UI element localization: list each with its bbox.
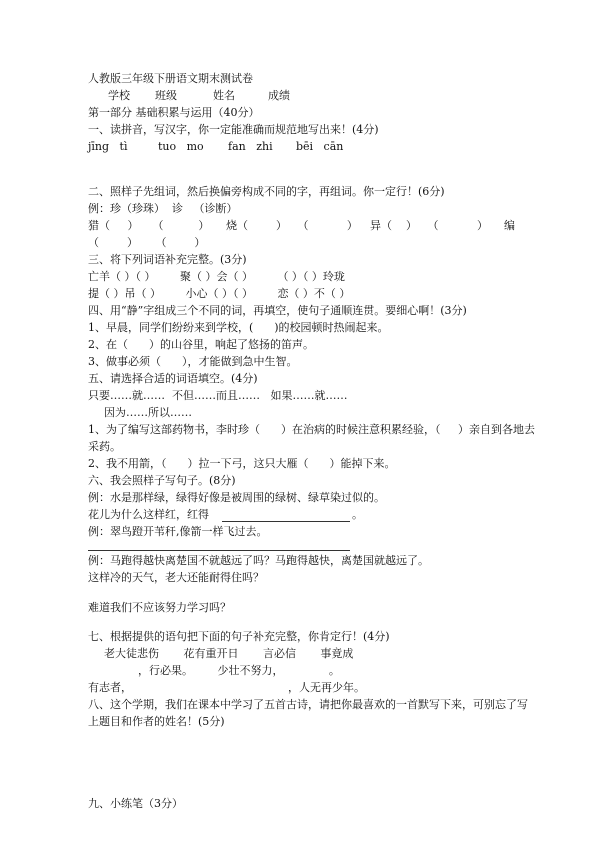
q7-title: 七、根据提供的语句把下面的句子补充完整，你肯定行！(4分) xyxy=(88,630,390,643)
q6-task1-period: 。 xyxy=(352,508,363,521)
q9-title: 九、小练笔（3分） xyxy=(88,797,183,810)
q3-title: 三、将下列词语补充完整。(3分) xyxy=(88,253,247,266)
q6-ex1: 例：水是那样绿，绿得好像是被周围的绿树、绿草染过似的。 xyxy=(88,491,385,504)
q6-task4: 难道我们不应该努力学习吗？ xyxy=(88,601,231,614)
q4-s3: 3、做事必须（ ），才能做到急中生智。 xyxy=(88,355,298,368)
q4-s1: 1、早晨，同学们纷纷来到学校，( )的校园顿时热闹起来。 xyxy=(88,321,389,334)
q3-row2: 提（ ）吊（ ） 小心（ ）（ ） 恋（ ）不（ ） xyxy=(88,287,351,300)
name-label: 姓名 xyxy=(213,89,235,102)
q2-row2: （ ） （ ） xyxy=(88,236,206,249)
q5-s1a: 1、为了编写这部药物书，李时珍（ ）在治病的时候注意积累经验，（ ）亲自到各地去 xyxy=(88,423,535,436)
q6-ex2: 例：翠鸟蹬开苇秆,像箭一样飞过去。 xyxy=(88,525,268,538)
q2-row1-b: 烧（ ） （ ） xyxy=(226,219,358,232)
q1-pinyin-2: tuo mo xyxy=(158,140,204,153)
doc-title: 人教版三年级下册语文期末测试卷 xyxy=(88,72,253,85)
q1-pinyin-3: fan zhi xyxy=(228,140,273,153)
q2-title: 二、照样子先组词，然后换偏旁构成不同的字，再组词。你一定行！(6分) xyxy=(88,185,445,198)
q7-row3a: 有志者， xyxy=(88,681,132,694)
class-label: 班级 xyxy=(155,89,177,102)
q1-pinyin-1: jīng tì xyxy=(88,140,128,153)
part1-heading: 第一部分 基础积累与运用（40分） xyxy=(88,106,260,119)
q6-task2-answer-line[interactable] xyxy=(88,550,350,551)
q5-options1: 只要……就…… 不但……而且…… 如果……就…… xyxy=(88,389,348,402)
q7-row1: 老大徒悲伤 花有重开日 言必信 事竟成 xyxy=(104,647,354,660)
q2-row1-c: 异（ ） （ ） xyxy=(370,219,488,232)
score-label: 成绩 xyxy=(268,89,290,102)
school-label: 学校 xyxy=(108,89,130,102)
q5-options2: 因为……所以…… xyxy=(104,406,192,419)
q2-row1-d: 编 xyxy=(504,219,515,232)
q4-s2: 2、在（ ）的山谷里，响起了悠扬的笛声。 xyxy=(88,338,314,351)
q6-task3: 这样冷的天气，老大还能耐得住吗？ xyxy=(88,571,264,584)
q2-example: 例：珍（珍珠） 诊 （诊断） xyxy=(88,202,238,215)
q5-s2: 2、我不用箭，（ ）拉一下弓，这只大雁（ ）能掉下来。 xyxy=(88,457,396,470)
q6-task1-answer-line[interactable] xyxy=(222,521,350,522)
q6-ex3: 例：马跑得越快离楚国不就越远了吗？马跑得越快，离楚国就越远了。 xyxy=(88,554,429,567)
q1-title: 一、读拼音，写汉字，你一定能准确而规范地写出来！(4分) xyxy=(88,123,379,136)
q7-row2: ，行必果。 少壮不努力， 。 xyxy=(138,664,340,677)
q5-s1b: 采药。 xyxy=(88,440,121,453)
q8-title: 八、这个学期，我们在课本中学习了五首古诗，请把你最喜欢的一首默写下来，可别忘了写 xyxy=(88,698,528,711)
q7-row3b: ，人无再少年。 xyxy=(288,681,365,694)
q2-row1-a: 猎（ ） （ ） xyxy=(88,219,210,232)
q3-row1: 亡羊（ ）（ ） 聚（ ）会（ ） （ ）（ ）玲珑 xyxy=(88,270,345,283)
q5-title: 五、请选择合适的词语填空。(4分) xyxy=(88,372,258,385)
q8-title2: 上题目和作者的姓名！(5分) xyxy=(88,715,225,728)
q6-task1: 花儿为什么这样红，红得 xyxy=(88,508,209,521)
q4-title: 四、用“静”字组成三个不同的词，再填空，使句子通顺连贯。要细心啊！(3分) xyxy=(88,304,467,317)
q1-pinyin-4: bēi cān xyxy=(296,140,344,153)
q6-title: 六、我会照样子写句子。(8分) xyxy=(88,474,236,487)
